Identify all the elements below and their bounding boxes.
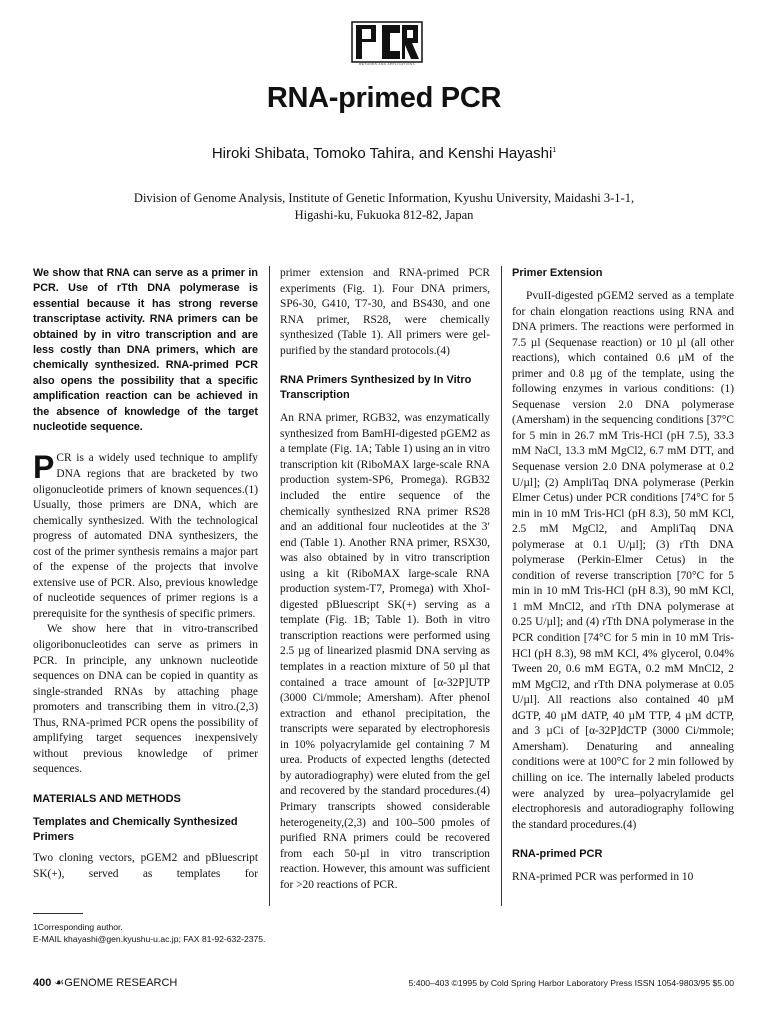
intro-text-1: CR is a widely used technique to amplify DNA regions that are bracketed by two oligonucleotide primers of known sequences.(1) Usually, those primers are DNA, which are chemically synthesized. With the technological progress of automated DNA synthesizers, the cost of the primer synthesis remains a major part of the expense of the projects that involve extensive use of PCR. Also, previous knowledge of nucleotide sequences of primer regions is a prerequisite for the synthesis of specific primers. [33, 452, 258, 620]
author-footnote-mark: 1 [552, 147, 557, 154]
page-footer-citation: 5:400–403 ©1995 by Cold Spring Harbor Laboratory Press ISSN 1054-9803/95 $5.00 [408, 978, 734, 988]
footnote [33, 922, 265, 945]
primers-paragraph: primer extension and RNA-primed PCR experiments (Fig. 1). Four DNA primers, SP6-30, G410, T7-30, and BS430, and one RNA primer, RS28, were chemically synthesized (Table 1). All primers were gel-purified by the standard protocols.(4) [280, 267, 490, 357]
drop-cap: P [33, 449, 55, 486]
affiliation [100, 190, 668, 224]
rna-primers-paragraph: An RNA primer, RGB32, was enzymatically synthesized from BamHI-digested pGEM2 as a template (Fig. 1A; Table 1) using an in vitro transcription kit (RiboMAX large-scale RNA production system-SP6, Promega). RGB32 included the entire sequence of the chemically synthesized RNA primer RS28 and an additional four nucleotides at the 3′ end (Table 1). Another RNA primer, RSX30, was also obtained by in vitro transcription using a kit (RiboMAX large-scale RNA production system-T7, Promega) with XhoI-digested pBluescript SK(+) serving as a template (Fig. 1B; Table 1). Both in vitro transcription reactions were performed using 2.5 µg of linearized plasmid DNA serving as templates in a reaction mixture of 50 µl that contained a trace amount of [α-32P]UTP (3000 Ci/mmole; Amersham). After phenol extraction and ethanol precipitation, the transcripts were separated by electrophoresis in 10% polyacrylamide gel containing 7 M urea. Products of expected lengths (detected by autoradiography) were eluted from the gel and recovered by the standard procedures.(4) Primary transcripts showed considerable heterogeneity,(2,3) and 100–500 pmoles of purified RNA primers could be recovered from each 50-µl in vitro transcription reaction. However, this amount was sufficient for >20 reactions of PCR. [280, 412, 490, 891]
article-title: RNA-primed PCR [266, 82, 502, 114]
page-footer-journal [33, 976, 177, 989]
rna-primed-pcr-paragraph: RNA-primed PCR was performed in 10 [512, 871, 694, 884]
subsection-heading-rna-primers: RNA Primers Synthesized by In Vitro Transcription [280, 374, 472, 402]
column-2 [280, 266, 490, 893]
logo-subtitle: METHODS AND APPLICATIONS [358, 62, 416, 66]
intro-paragraph-2: We show here that in vitro-transcribed oligoribonucleotides can serve as primers in PCR. In principle, any unknown nucleotide sequences on DNA can be copied in quantity as single-stranded RNAs by attaching phage promoters and transcribing them in vitro.(2,3) Thus, RNA-primed PCR opens the possibility of amplifying target sequences inexpensively without previous knowledge of primer sequences. [33, 623, 258, 776]
journal-name: GENOME RESEARCH [64, 977, 178, 989]
journal-leaf-icon: ☙ [54, 977, 65, 989]
intro-paragraph-1 [33, 451, 258, 622]
templates-paragraph: Two cloning vectors, pGEM2 and pBluescript SK(+), served as templates for [33, 851, 258, 880]
footnote-rule [33, 913, 83, 914]
affiliation-line-2: Higashi-ku, Fukuoka 812-82, Japan [294, 208, 474, 222]
column-divider [501, 266, 502, 906]
page-number: 400 [33, 977, 52, 989]
subsection-heading-rna-primed-pcr: RNA-primed PCR [512, 848, 603, 861]
abstract: We show that RNA can serve as a primer in PCR. Use of rTth DNA polymerase is essential because it has strong reverse transcriptase activity. RNA primers can be obtained by in vitro transcription and are less costly than DNA primers, which are chemically synthesized. RNA-primed PCR also opens the possibility that a specific amplification reaction can be achieved in the absence of knowledge of the target nucleotide sequence. [33, 267, 258, 434]
author-list [0, 145, 768, 162]
pcr-logo-icon [350, 20, 424, 64]
column-1 [33, 266, 258, 882]
affiliation-line-1: Division of Genome Analysis, Institute of Genetic Information, Kyushu University, Maidashi 3-1-1, [133, 191, 635, 205]
column-divider [269, 266, 270, 906]
primer-extension-paragraph: PvuII-digested pGEM2 served as a template for chain elongation reactions using RNA and DNA primers. The reactions were performed in 7.5 µl (Sequenase reaction) or 10 µl (all other reactions), which contained 0.6 µM of the primer and 0.8 µg of the template, using the following enzymes in various conditions: (1) Sequenase version 2.0 DNA polymerase (Amersham) in the sequencing conditions [37°C for 5 min in 26.7 mM Tris-HCl (pH 7.5), 33.3 mM NaCl, 13.3 mM MgCl2, 6.7 mM DTT, and Sequenase version 2.0 DNA polymerase at 0.2 U/µl]; (2) AmpliTaq DNA polymerase (Perkin Elmer Cetus) under PCR conditions [74°C for 5 min in 10 mM Tris-HCl (pH 8.3), 50 mM KCl, 2.5 mM MgCl2, and AmpliTaq DNA polymerase at 0.1 U/µl]; (3) rTth DNA polymerase (Perkin-Elmer Cetus) in the condition of reverse transcription [70°C for 5 min in 10 mM Tris-HCl (pH 8.3), 90 mM KCl, 1 mM MnCl2, and rTth DNA polymerase at 0.25 U/µl]; and (4) rTth DNA polymerase in the PCR condition [74°C for 5 min in 10 mM Tris-HCl (pH 8.3), 98 mM KCl, 4% glycerol, 0.04% Tween 20, 0.6 mM EGTA, 0.2 mM MnCl2, 2 mM MgCl2, and rTth DNA polymerase at 0.05 U/µl]. All reactions also contained 40 µM dGTP, 40 µM dATP, 40 µM TTP, 4 µM dCTP, and 3 µCi of [α-32P]dCTP (3000 Ci/mmole; Amersham). Denaturing and annealing conditions were at 100°C for 2 min followed by chilling on ice. The internally labeled products were analyzed by urea–polyacrylamide gel electrophoresis and autoradiography following the standard procedures.(4) [512, 290, 734, 831]
subsection-heading-templates: Templates and Chemically Synthesized Primers [33, 815, 238, 843]
footnote-corresponding: 1Corresponding author. [33, 922, 123, 932]
footnote-contact: E-MAIL khayashi@gen.kyushu-u.ac.jp; FAX 81-92-632-2375. [33, 933, 266, 944]
column-3 [512, 266, 734, 886]
subsection-heading-primer-extension: Primer Extension [512, 267, 603, 279]
authors-text: Hiroki Shibata, Tomoko Tahira, and Kenshi Hayashi [211, 145, 553, 162]
section-heading-methods: MATERIALS AND METHODS [33, 792, 181, 805]
